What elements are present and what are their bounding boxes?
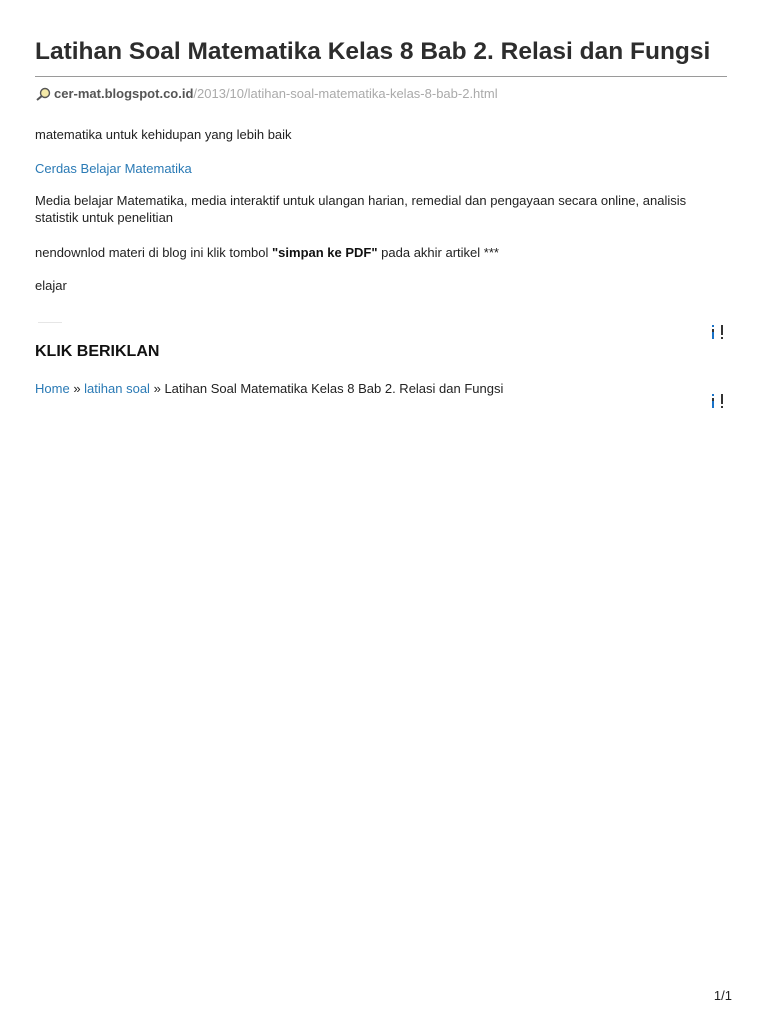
page-title: Latihan Soal Matematika Kelas 8 Bab 2. Relasi dan Fungsi [35, 38, 711, 65]
blog-description: Media belajar Matematika, media interaktif untuk ulangan harian, remedial dan pengayaan secara online, analisis statistik untuk penelitian [35, 193, 687, 225]
broken-image-icon [711, 322, 727, 342]
source-path[interactable]: /2013/10/latihan-soal-matematika-kelas-8-bab-2.html [193, 86, 498, 101]
truncated-text: elajar [35, 278, 67, 293]
divider [38, 322, 62, 323]
blog-tagline: matematika untuk kehidupan yang lebih baik [35, 127, 292, 142]
title-divider [35, 76, 727, 77]
source-url[interactable] [35, 85, 498, 105]
magnifier-icon [35, 87, 52, 105]
breadcrumb-separator: » [153, 381, 161, 396]
breadcrumb-current: Latihan Soal Matematika Kelas 8 Bab 2. Relasi dan Fungsi [164, 381, 504, 396]
breadcrumb-category[interactable]: latihan soal [84, 381, 150, 396]
download-note-prefix: nendownlod materi di blog ini klik tombol [35, 245, 273, 260]
ads-heading: KLIK BERIKLAN [35, 343, 160, 360]
download-note-suffix: pada akhir artikel *** [377, 245, 499, 260]
download-note [35, 244, 499, 261]
broken-image-icon [711, 391, 727, 411]
page-number: 1/1 [713, 988, 732, 1003]
breadcrumb-separator: » [73, 381, 81, 396]
source-domain[interactable]: cer-mat.blogspot.co.id [54, 86, 194, 101]
blog-name-link[interactable]: Cerdas Belajar Matematika [35, 161, 192, 176]
breadcrumb [35, 380, 503, 397]
download-note-bold: "simpan ke PDF" [272, 245, 378, 260]
breadcrumb-home[interactable]: Home [35, 381, 70, 396]
